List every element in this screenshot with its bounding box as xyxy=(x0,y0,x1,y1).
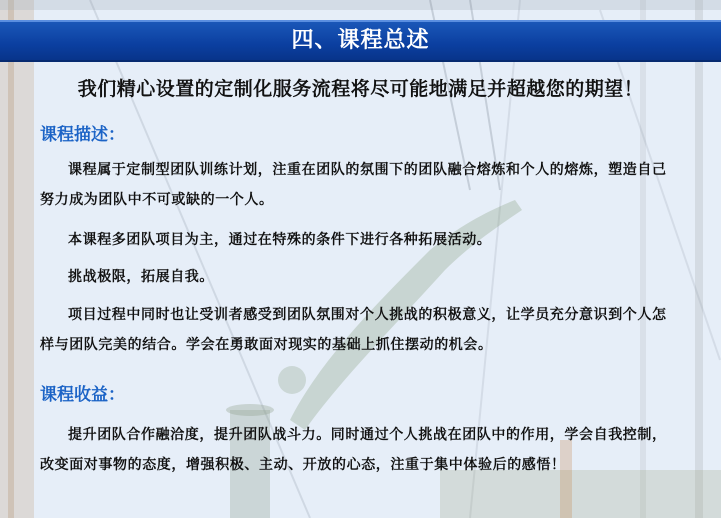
section-heading-benefits: 课程收益： xyxy=(40,385,125,405)
description-paragraph-2: 本课程多团队项目为主，通过在特殊的条件下进行各种拓展活动。 xyxy=(68,232,492,248)
description-paragraph-3: 挑战极限，拓展自我。 xyxy=(68,269,214,285)
benefits-paragraph-1: 提升团队合作融洽度，提升团队战斗力。同时通过个人挑战在团队中的作用，学会自我控制，改变面对事物的态度，增强积极、主动、开放的心态，注重于集中体验后的感悟！ xyxy=(40,427,667,473)
title-bar xyxy=(0,20,721,62)
page-title: 四、课程总述 xyxy=(291,28,430,53)
section-heading-description: 课程描述： xyxy=(40,125,125,145)
description-paragraph-4: 项目过程中同时也让受训者感受到团队氛围对个人挑战的积极意义，让学员充分意识到个人怎样与团队完美的结合。学会在勇敢面对现实的基础上抓住摆动的机会。 xyxy=(40,307,667,353)
intro-statement: 我们精心设置的定制化服务流程将尽可能地满足并超越您的期望！ xyxy=(77,78,644,100)
description-paragraph-1: 课程属于定制型团队训练计划，注重在团队的氛围下的团队融合熔炼和个人的熔炼，塑造自己努力成为团队中不可或缺的一个人。 xyxy=(40,162,667,208)
